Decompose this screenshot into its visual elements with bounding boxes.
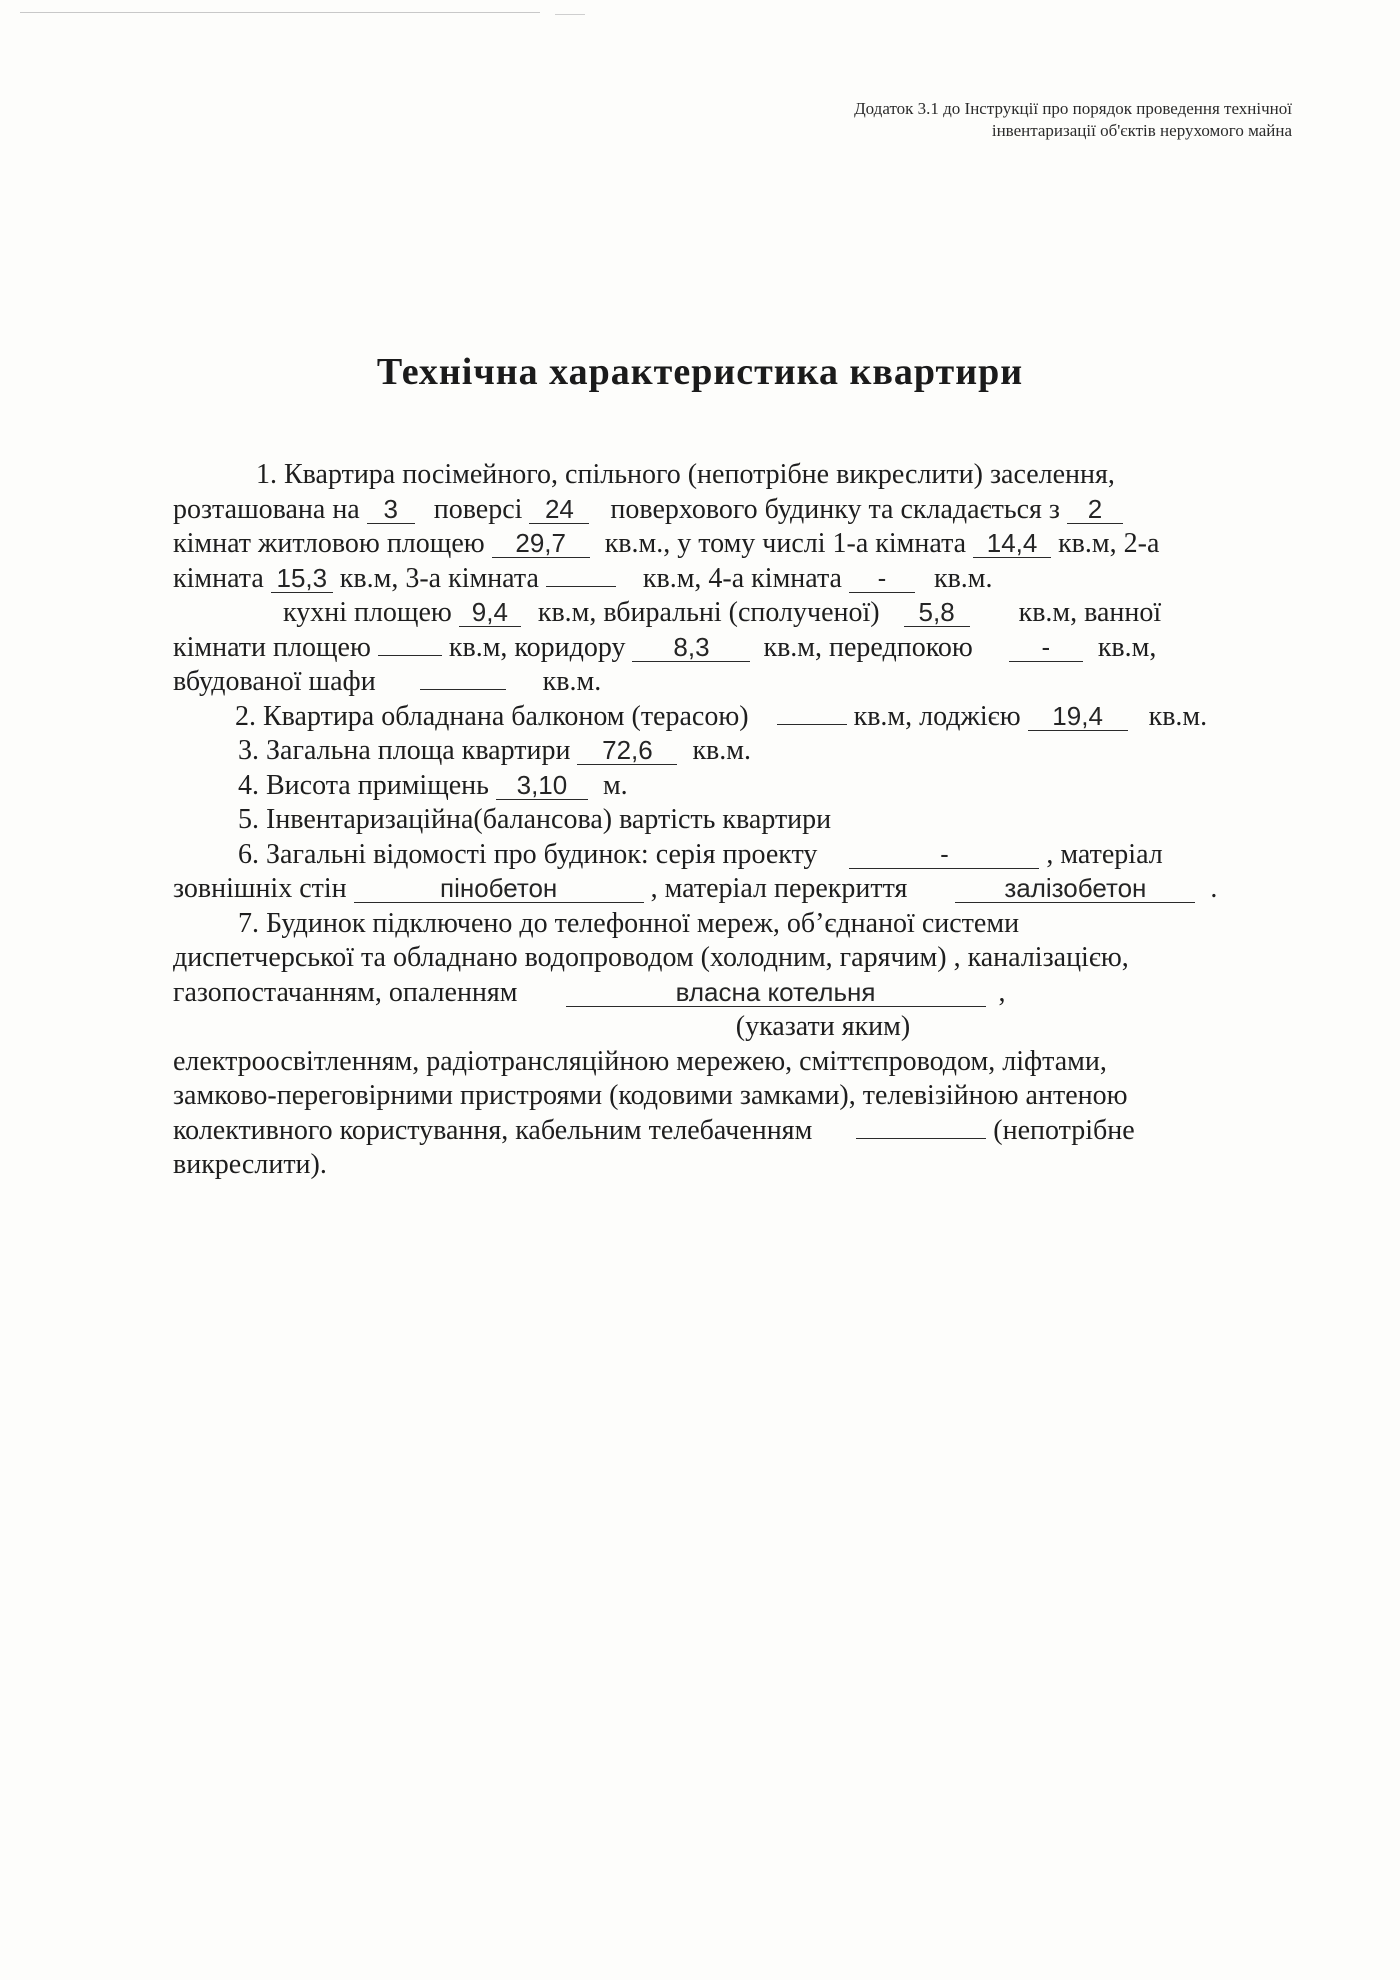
floors-total-field: 24: [529, 495, 589, 524]
balcony-field: [777, 724, 847, 725]
s7-line-8: [173, 1148, 1333, 1183]
s7-text-e: електроосвітленням, радіотрансляційною мережею, сміттєпроводом, ліфтами,: [173, 1045, 1107, 1077]
ceiling-field: залізобетон: [955, 874, 1195, 903]
room4-field: -: [849, 564, 915, 593]
s7-line-6: [173, 1079, 1333, 1114]
s4-line: [173, 769, 1333, 804]
living-area-field: 29,7: [492, 529, 590, 558]
s2-text-c: кв.м.: [1148, 700, 1208, 732]
s7-line-2: [173, 941, 1333, 976]
s7-text-g: колективного користування, кабельним телебаченням: [173, 1114, 813, 1146]
s1-text-o: кімнати площею: [173, 631, 371, 663]
s1-text-l: кухні площею: [283, 597, 452, 628]
s1-text-m: кв.м, вбиральні (сполученої): [537, 597, 880, 628]
s1-line-4: [173, 562, 1333, 597]
s1-line-3: [173, 527, 1333, 562]
cable-field: [856, 1138, 986, 1139]
wardrobe-field: [420, 689, 506, 690]
s1-text-r: кв.м,: [1097, 631, 1157, 663]
room1-field: 14,4: [973, 529, 1051, 558]
s1-text-d: поверхового будинку та складається з: [610, 493, 1060, 525]
s1-text-h: кімната: [173, 562, 264, 594]
annex-line-1: Додаток 3.1 до Інструкції про порядок проведення технічної: [854, 99, 1292, 118]
s5-line: [173, 803, 1333, 838]
s7-note: (указати яким): [735, 1011, 911, 1042]
annex-line-2: інвентаризації об'єктів нерухомого майна: [991, 121, 1292, 140]
height-field: 3,10: [496, 771, 588, 800]
s1-text-n: кв.м, ванної: [1018, 597, 1162, 628]
document-body: [173, 458, 1333, 1183]
s7-text-c: газопостачанням, опаленням: [173, 976, 518, 1008]
s3-text-a: 3. Загальна площа квартири: [238, 735, 571, 766]
s1-line-6: [173, 631, 1333, 666]
s6-text-b: , матеріал: [1046, 838, 1163, 870]
toilet-field: 5,8: [904, 598, 970, 627]
s1-text-g: кв.м, 2-а: [1058, 528, 1160, 559]
s7-line-7: [173, 1114, 1333, 1149]
s2-text-b: кв.м, лоджією: [853, 700, 1021, 732]
s1-text-b: розташована на: [173, 493, 360, 525]
s7-line-1: [173, 907, 1333, 942]
s1-line-7: [173, 665, 1333, 700]
rooms-field: 2: [1067, 495, 1123, 524]
s1-text-p: кв.м, коридору: [448, 631, 626, 663]
s1-text-f: кв.м., у тому числі 1-а кімната: [604, 528, 967, 559]
s1-text-k: кв.м.: [933, 562, 993, 594]
s1-line-5: [173, 596, 1333, 631]
bath-field: [378, 655, 442, 656]
s1-text-c: поверсі: [433, 493, 523, 525]
s5-text-a: 5. Інвентаризаційна(балансова) вартість квартири: [238, 804, 832, 835]
s6-text-c: зовнішніх стін: [173, 873, 347, 904]
page-title: Технічна характеристика квартири: [376, 351, 1024, 393]
s6-text-d: , матеріал перекриття: [650, 873, 908, 904]
s6-text-a: 6. Загальні відомості про будинок: серія проекту: [238, 838, 818, 870]
annex-note: [672, 98, 1292, 142]
s2-text-a: 2. Квартира обладнана балконом (терасою): [235, 700, 749, 732]
heating-field: власна котельня: [566, 978, 986, 1007]
s7-text-b: диспетчерської та обладнано водопроводом (холодним, гарячим) , каналізацією,: [173, 942, 1129, 973]
s6-line-1: [173, 838, 1333, 873]
s4-text-a: 4. Висота приміщень: [238, 769, 489, 801]
series-field: -: [849, 840, 1039, 869]
walls-field: пінобетон: [354, 874, 644, 903]
s7-text-i: викреслити).: [173, 1149, 327, 1180]
s4-text-b: м.: [602, 769, 628, 801]
s1-text-i: кв.м, 3-а кімната: [339, 562, 539, 594]
kitchen-field: 9,4: [459, 598, 521, 627]
s1-text-a: 1. Квартира посімейного, спільного (непотрібне викреслити) заселення,: [256, 459, 1115, 490]
s1-text-s: вбудованої шафи: [173, 666, 376, 697]
s7-line-5: [173, 1045, 1333, 1080]
s1-line-1: [173, 458, 1333, 493]
room2-field: 15,3: [271, 564, 333, 593]
floor-field: 3: [367, 495, 415, 524]
s3-line: [173, 734, 1333, 769]
corridor-field: 8,3: [632, 633, 750, 662]
loggia-field: 19,4: [1028, 702, 1128, 731]
s7-text-a: 7. Будинок підключено до телефонної мереж, об’єднаної системи: [238, 907, 1020, 939]
s6-line-2: [173, 872, 1333, 907]
s7-text-d: ,: [998, 976, 1006, 1008]
s7-text-f: замково-переговірними пристроями (кодовими замками), телевізійною антеною: [173, 1080, 1128, 1111]
s7-line-3: [173, 976, 1333, 1011]
scan-artifact-line: [555, 14, 585, 15]
s1-text-t: кв.м.: [542, 666, 602, 697]
s1-line-2: [173, 493, 1333, 528]
s3-text-b: кв.м.: [692, 735, 751, 766]
total-area-field: 72,6: [577, 736, 677, 765]
scan-artifact-line: [20, 12, 540, 13]
s1-text-j: кв.м, 4-а кімната: [642, 562, 842, 594]
s1-text-e: кімнат житловою площею: [173, 528, 485, 559]
hall-field: -: [1009, 633, 1083, 662]
s2-line: [173, 700, 1333, 735]
s7-text-h: (непотрібне: [993, 1114, 1135, 1146]
room3-field: [546, 586, 616, 587]
s1-text-q: кв.м, передпокою: [763, 631, 973, 663]
s6-text-e: .: [1210, 873, 1218, 904]
s7-line-4: [173, 1010, 1333, 1045]
